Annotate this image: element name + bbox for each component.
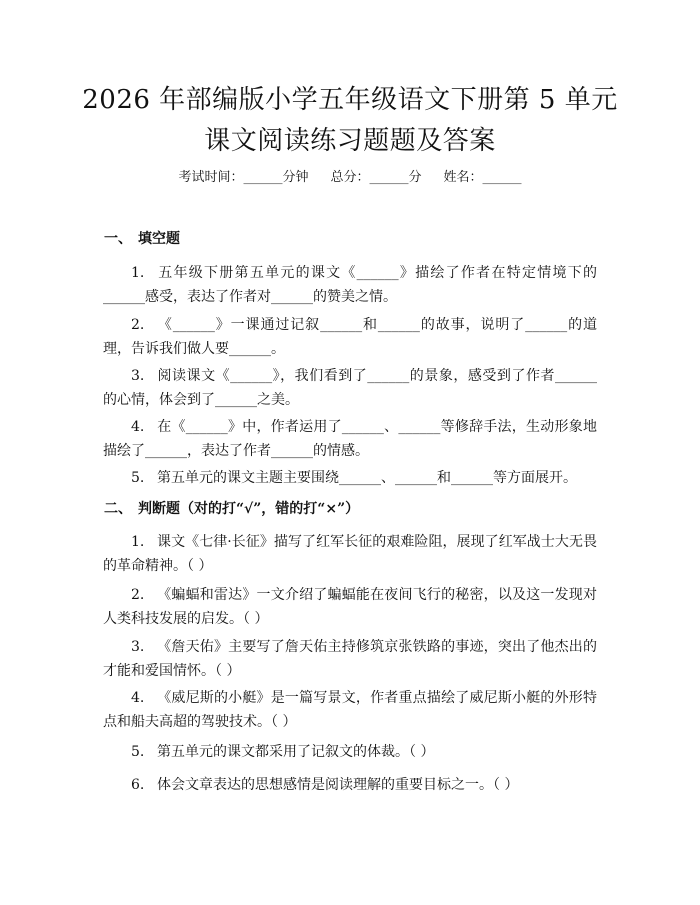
question-number: 2. xyxy=(131,317,145,333)
exam-score: 总分：______分 xyxy=(330,170,422,185)
section-number: 二、 xyxy=(104,501,132,517)
question-text: 《______》一课通过记叙______和______的故事，说明了______的道理，告诉我们做人要______。 xyxy=(103,317,597,357)
question-item xyxy=(103,466,597,490)
question-number: 3. xyxy=(131,368,145,384)
question-item xyxy=(103,261,597,309)
question-number: 3. xyxy=(131,639,145,655)
question-number: 2. xyxy=(131,587,145,603)
section-title: 填空题 xyxy=(138,231,180,247)
question-number: 4. xyxy=(131,690,145,706)
question-text: 体会文章表达的思想感情是阅读理解的重要目标之一。（ ） xyxy=(157,777,519,793)
question-text: 《詹天佑》主要写了詹天佑主持修筑京张铁路的事迹，突出了他杰出的才能和爱国情怀。（ ） xyxy=(103,639,597,679)
section-heading-true-false xyxy=(104,499,359,519)
exam-info xyxy=(0,169,700,187)
question-number: 1. xyxy=(131,534,145,550)
question-text: 五年级下册第五单元的课文《______》描绘了作者在特定情境下的______感受，表达了作者对______的赞美之情。 xyxy=(103,265,597,305)
question-item xyxy=(103,364,597,412)
exam-name: 姓名：______ xyxy=(443,170,522,185)
document-title-line-2: 课文阅读练习题题及答案 xyxy=(204,126,496,156)
question-number: 5. xyxy=(131,470,145,486)
question-text: 阅读课文《______》，我们看到了______的景象，感受到了作者______的心情，体会到了______之美。 xyxy=(103,368,597,408)
question-number: 1. xyxy=(131,265,145,281)
question-text: 《威尼斯的小艇》是一篇写景文，作者重点描绘了威尼斯小艇的外形特点和船夫高超的驾驶技术。（ ） xyxy=(103,690,597,730)
section-heading-fill-blank xyxy=(104,229,180,249)
section-title: 判断题（对的打“√”，错的打“×”） xyxy=(138,501,360,517)
question-item xyxy=(103,583,597,631)
question-item xyxy=(103,530,597,578)
question-text: 第五单元的课文都采用了记叙文的体裁。（ ） xyxy=(157,744,435,760)
question-item xyxy=(103,773,597,797)
question-item xyxy=(103,635,597,683)
exam-time: 考试时间：______分钟 xyxy=(178,170,309,185)
question-text: 在《______》中，作者运用了______、______等修辞手法，生动形象地描绘了______，表达了作者______的情感。 xyxy=(103,419,597,459)
question-number: 4. xyxy=(131,419,145,435)
question-item xyxy=(103,740,597,764)
question-text: 第五单元的课文主题主要围绕______、______和______等方面展开。 xyxy=(157,470,577,486)
question-number: 5. xyxy=(131,744,145,760)
document-title-line-1: 2026 年部编版小学五年级语文下册第 5 单元 xyxy=(82,85,618,115)
question-text: 课文《七律·长征》描写了红军长征的艰难险阻，展现了红军战士大无畏的革命精神。（ ） xyxy=(103,534,597,574)
question-item xyxy=(103,686,597,734)
question-item xyxy=(103,313,597,361)
question-text: 《蝙蝠和雷达》一文介绍了蝙蝠能在夜间飞行的秘密，以及这一发现对人类科技发展的启发。（ ） xyxy=(103,587,597,627)
section-number: 一、 xyxy=(104,231,132,247)
question-item xyxy=(103,415,597,463)
question-number: 6. xyxy=(131,777,145,793)
